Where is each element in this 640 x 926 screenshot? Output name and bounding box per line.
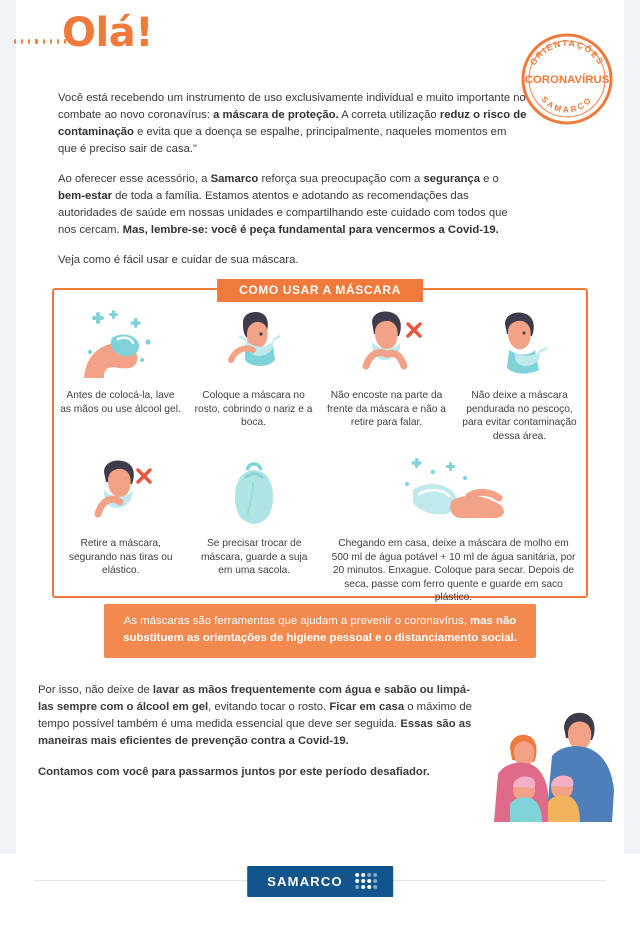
intro-p2-h: Mas, lembre-se: você é peça fundamental para vencermos a Covid-19. [122,224,499,236]
intro-p2-c: reforça sua preocupação com a [258,173,424,185]
mask-step-caption: Chegando em casa, deixe a máscara de molho em 500 ml de água potável + 10 ml de água sanitária, por 20 minutos. Enxague. Coloque para secar. Depois de seca, passe com ferro quente e guarde em saco plástico. [331,538,576,603]
person-mask-on-neck-icon [459,308,580,382]
intro-p1-e: e evita que a doença se espalhe, principalmente, naqueles momentos em que é preciso sair de casa." [58,126,507,155]
intro-p2-e: e o [480,173,499,185]
mask-step [187,308,320,443]
orientacoes-coronavirus-badge [518,30,616,128]
plastic-bag-icon [193,456,314,530]
person-removing-mask-forbidden-icon [60,456,181,530]
closing-p1-b: lavar as mãos frequentemente com água e sabão ou limpá-las sempre com o álcool em gel [38,684,470,713]
svg-text:CORONAVÍRUS: CORONAVÍRUS [524,74,610,86]
intro-paragraph-1 [58,90,528,158]
decorative-dots [14,38,66,44]
intro-text [58,90,528,282]
closing-p1-d: Ficar em casa [329,701,405,713]
closing-p1-f: Essas são as maneiras mais eficientes de prevenção contra a Covid-19. [38,718,472,747]
samarco-dot-grid-icon [355,873,377,889]
closing-text [38,682,478,795]
intro-p1-b: a máscara de proteção. [213,109,339,121]
closing-paragraph-2 [38,764,478,781]
closing-p2: Contamos com você para passarmos juntos por este período desafiador. [38,766,430,778]
mask-step-caption: Retire a máscara, segurando nas tiras ou elástico. [68,538,173,576]
mask-step-caption: Coloque a máscara no rosto, cobrindo o nariz e a boca. [194,390,313,428]
page-tint-left [0,0,16,926]
washing-mask-icon [329,456,578,530]
mask-step-caption: Não encoste na parte da frente da máscara e não a retire para falar. [327,390,446,428]
mask-step-caption: Se precisar trocar de máscara, guarde a suja em uma sacola. [200,538,308,576]
how-to-use-mask-box [52,283,588,603]
intro-paragraph-2 [58,171,528,239]
svg-text:SAMARCO: SAMARCO [539,93,595,115]
hand-soap-icon [60,308,181,382]
intro-p1-a: Você está recebendo um instrumento de uso exclusivamente individual e muito importante no combate ao novo coronavírus: [58,92,526,121]
mask-disclaimer-note [104,604,536,658]
samarco-logo-text: SAMARCO [267,873,343,889]
page-title: Olá! [62,10,153,56]
intro-p2-b: Samarco [210,173,259,185]
family-illustration-icon [480,692,630,822]
mask-step-caption: Não deixe a máscara pendurada no pescoço, para evitar contaminação dessa área. [462,390,577,442]
intro-p1-d: reduz o risco de contaminação [58,109,527,138]
note-text-b: mas não substituem as orientações de higiene pessoal e o distanciamento social. [123,615,517,644]
maskbox-title: COMO USAR A MÁSCARA [217,279,423,302]
mask-step [54,456,187,605]
mask-step [320,308,453,443]
intro-paragraph-3: Veja como é fácil usar e cuidar de sua máscara. [58,254,299,266]
closing-p1-e: o máximo de tempo possível também é uma medida essencial que deve ser seguida. [38,701,472,730]
mask-step [453,308,586,443]
person-mask-on-icon [193,308,314,382]
closing-p1-c: , evitando tocar o rosto. [208,701,330,713]
svg-text:ORIENTAÇÕES: ORIENTAÇÕES [527,37,607,68]
intro-p2-d: segurança [423,173,480,185]
person-touching-mask-forbidden-icon [326,308,447,382]
mask-step [321,456,586,605]
intro-p2-f: bem-estar [58,190,112,202]
closing-p1-a: Por isso, não deixe de [38,684,153,696]
maskbox-row-top [54,308,586,443]
intro-p2-a: Ao oferecer esse acessório, a [58,173,211,185]
samarco-logo [247,866,393,897]
mask-step-caption: Antes de colocá-la, lave as mãos ou use álcool gel. [60,390,181,415]
mask-step [54,308,187,443]
footer [0,854,640,926]
mask-step [187,456,320,605]
intro-p1-c: A correta utilização [338,109,440,121]
maskbox-row-bottom [54,456,586,605]
closing-paragraph-1 [38,682,478,750]
note-text-a: As máscaras são ferramentas que ajudam a prevenir o coronavírus, [123,615,471,627]
intro-p2-g: de toda a família. Estamos atentos e adotando as recomendações das autoridades de saúde em nossas unidades e compartilhando este cuidado com todos que nos cercam. [58,190,508,236]
